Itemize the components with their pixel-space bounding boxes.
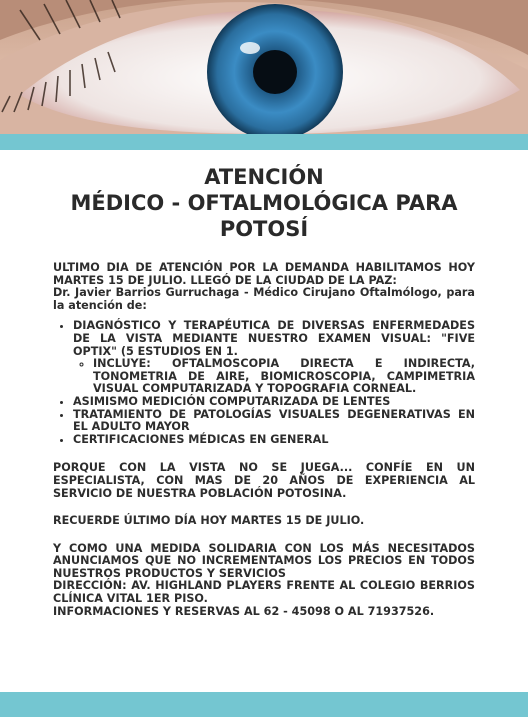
services-sublist — [73, 358, 475, 396]
title-line-1: ATENCIÓN — [204, 165, 324, 189]
solidarity-paragraph: Y COMO UNA MEDIDA SOLIDARIA CON LOS MÁS NECESITADOS ANUNCIAMOS QUE NO INCREMENTAMOS LOS PRECIOS EN TODOS NUESTROS PRODUCTOS Y SERVICIOS — [53, 541, 475, 580]
address-paragraph: DIRECCIÓN: AV. HIGHLAND PLAYERS FRENTE AL COLEGIO BERRIOS CLÍNICA VITAL 1ER PISO. — [53, 579, 475, 606]
eye-illustration — [0, 0, 528, 134]
page-title — [30, 164, 498, 242]
list-item: ◦ INCLUYE: OFTALMOSCOPIA DIRECTA E INDIRECTA, TONOMETRIA DE AIRE, BIOMICROSCOPIA, CAMPIMETRIA VISUAL COMPUTARIZADA Y TOPOGRAFIA CORNEAL. — [93, 358, 475, 396]
bottom-color-band — [0, 692, 528, 717]
top-color-band — [0, 134, 528, 150]
experience-paragraph: PORQUE CON LA VISTA NO SE JUEGA... CONFÍE EN UN ESPECIALISTA, CON MAS DE 20 AÑOS DE EXPERIENCIA AL SERVICIO DE NUESTRA POBLACIÓN POTOSINA. — [53, 461, 475, 500]
intro-paragraph: ULTIMO DIA DE ATENCIÓN POR LA DEMANDA HABILITAMOS HOY MARTES 15 DE JULIO. LLEGÓ DE LA CIUDAD DE LA PAZ: — [53, 261, 475, 287]
announcement-body — [53, 262, 475, 618]
doctor-paragraph: Dr. Javier Barrios Gurruchaga - Médico Cirujano Oftalmólogo, para la atención de: — [53, 286, 475, 312]
title-line-3: POTOSÍ — [219, 217, 309, 241]
title-line-2: MÉDICO - OFTALMOLÓGICA PARA — [70, 191, 458, 215]
list-item: • ASIMISMO MEDICIÓN COMPUTARIZADA DE LENTES — [73, 396, 475, 409]
list-item — [73, 320, 475, 396]
service-exam: DIAGNÓSTICO Y TERAPÉUTICA DE DIVERSAS ENFERMEDADES DE LA VISTA MEDIANTE NUESTRO EXAMEN VISUAL: "FIVE OPTIX" (5 ESTUDIOS EN 1. — [73, 319, 475, 358]
list-item: • CERTIFICACIONES MÉDICAS EN GENERAL — [73, 434, 475, 447]
services-list — [53, 320, 475, 446]
eye-hero-image — [0, 0, 528, 134]
reminder-paragraph: RECUERDE ÚLTIMO DÍA HOY MARTES 15 DE JULIO. — [53, 514, 365, 528]
contact-paragraph: INFORMACIONES Y RESERVAS AL 62 - 45098 O AL 71937526. — [53, 604, 435, 618]
list-item: • TRATAMIENTO DE PATOLOGÍAS VISUALES DEGENERATIVAS EN EL ADULTO MAYOR — [73, 409, 475, 434]
